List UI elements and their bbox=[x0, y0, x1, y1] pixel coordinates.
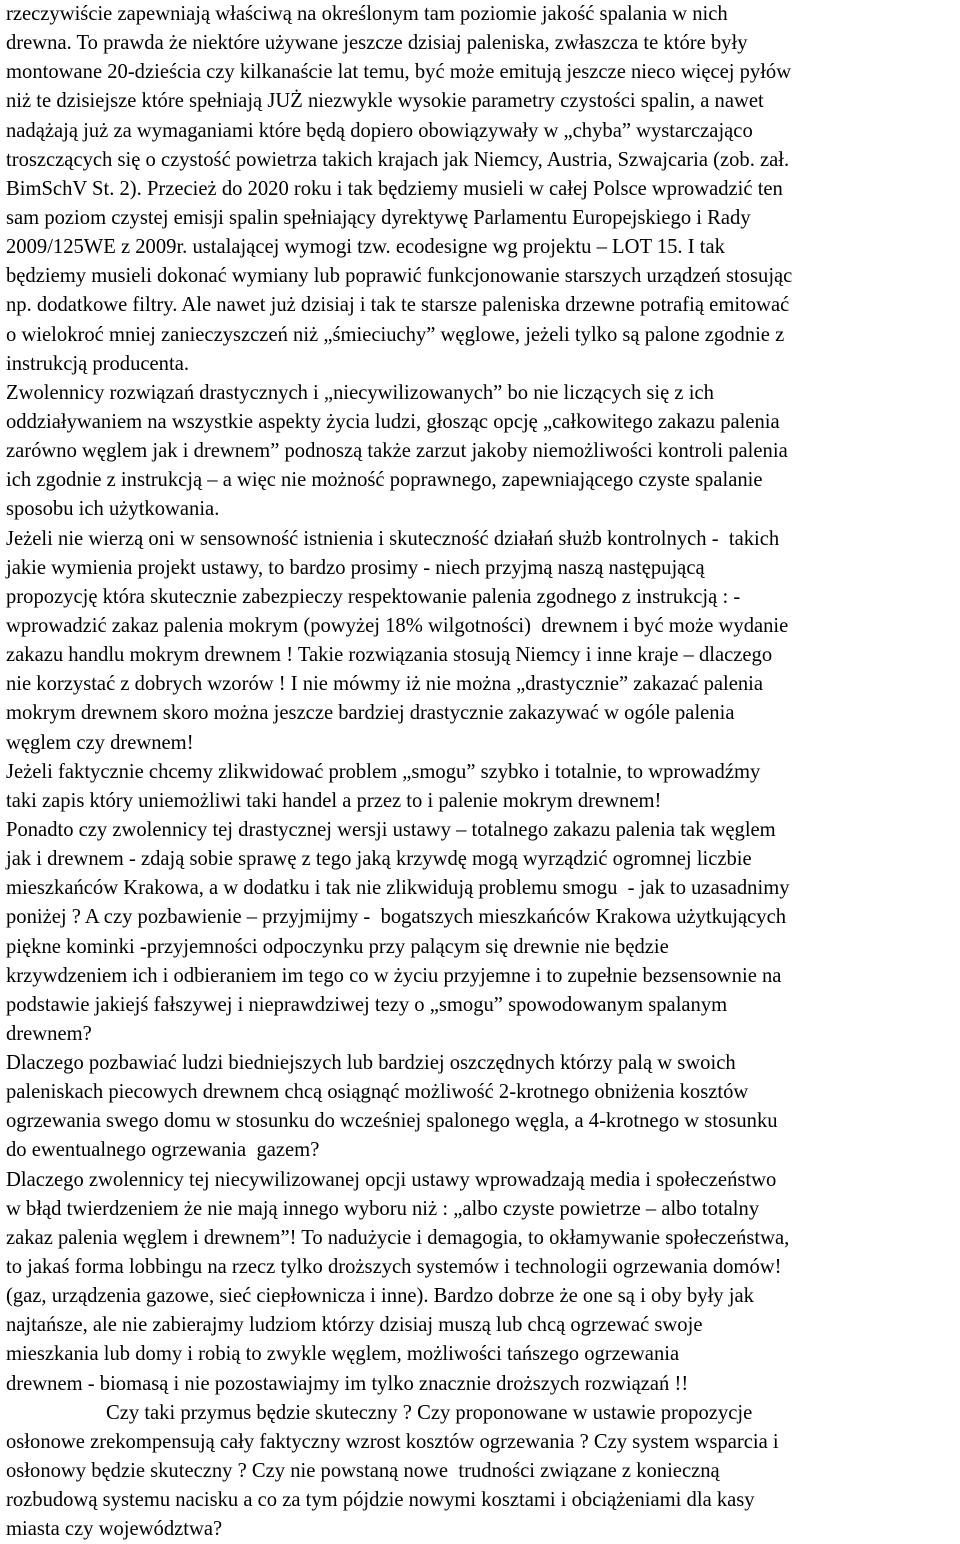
text-line: węglem czy drewnem! bbox=[6, 731, 194, 754]
text-line: jakie wymienia projekt ustawy, to bardzo prosimy - niech przyjmą naszą następującą bbox=[6, 556, 705, 579]
text-line: 2009/125WE z 2009r. ustalającej wymogi tzw. ecodesigne wg projektu – LOT 15. I tak bbox=[6, 236, 725, 259]
text-line: ich zgodnie z instrukcją – a więc nie możność poprawnego, zapewniającego czyste spalanie bbox=[6, 469, 763, 492]
text-line: propozycję która skutecznie zabezpieczy respektowanie palenia zgodnego z instrukcją : - bbox=[6, 585, 741, 608]
text-line: drewna. To prawda że niektóre używane jeszcze dzisiaj paleniska, zwłaszcza te które były bbox=[6, 32, 748, 55]
text-line: zakaz palenia węglem i drewnem”! To nadużycie i demagogia, to okłamywanie społeczeństwa, bbox=[6, 1226, 790, 1249]
text-line: Dlaczego pozbawiać ludzi biedniejszych lub bardziej oszczędnych którzy palą w swoich bbox=[6, 1052, 736, 1075]
text-line: sam poziom czystej emisji spalin spełniający dyrektywę Parlamentu Europejskiego i Rady bbox=[6, 206, 751, 229]
text-line: drewnem? bbox=[6, 1022, 92, 1045]
text-line: miasta czy województwa? bbox=[6, 1518, 223, 1541]
text-line: ogrzewania swego domu w stosunku do wcześniej spalonego węgla, a 4-krotnego w stosunku bbox=[6, 1110, 778, 1133]
text-line: niż te dzisiejsze które spełniają JUŻ niezwykle wysokie parametry czystości spalin, a nawet bbox=[6, 90, 764, 113]
text-line: Jeżeli faktycznie chcemy zlikwidować problem „smogu” szybko i totalnie, to wprowadźmy bbox=[6, 760, 761, 783]
text-line: poniżej ? A czy pozbawienie – przyjmijmy - bogatszych mieszkańców Krakowa użytkujących bbox=[6, 906, 787, 929]
text-line: rozbudową systemu nacisku a co za tym pójdzie nowymi kosztami i obciążeniami dla kasy bbox=[6, 1489, 755, 1512]
text-line: Zwolennicy rozwiązań drastycznych i „niecywilizowanych” bo nie liczących się z ich bbox=[6, 381, 714, 404]
text-line: zarówno węglem jak i drewnem” podnoszą także zarzut jakoby niemożliwości kontroli palenia bbox=[6, 440, 788, 463]
text-line: o wielokroć mniej zanieczyszczeń niż „śmieciuchy” węglowe, jeżeli tylko są palone zgodnie z bbox=[6, 323, 785, 346]
text-line: nie korzystać z dobrych wzorów ! I nie mówmy iż nie można „drastycznie” zakazać palenia bbox=[6, 673, 764, 696]
text-line: najtańsze, ale nie zabierajmy ludziom którzy dzisiaj muszą lub chcą ogrzewać swoje bbox=[6, 1314, 703, 1337]
text-line: do ewentualnego ogrzewania gazem? bbox=[6, 1139, 320, 1162]
text-line: piękne kominki -przyjemności odpoczynku przy palącym się drewnie nie będzie bbox=[6, 935, 669, 958]
text-line: BimSchV St. 2). Przecież do 2020 roku i tak będziemy musieli w całej Polsce wprowadzić ten bbox=[6, 177, 783, 200]
text-line: sposobu ich użytkowania. bbox=[6, 498, 220, 521]
text-line: mieszkania lub domy i robią to zwykle węglem, możliwości tańszego ogrzewania bbox=[6, 1343, 680, 1366]
text-line: troszczących się o czystość powietrza takich krajach jak Niemcy, Austria, Szwajcaria (zob. zał. bbox=[6, 148, 790, 171]
text-line: wprowadzić zakaz palenia mokrym (powyżej 18% wilgotności) drewnem i być może wydanie bbox=[6, 614, 789, 637]
text-line: Ponadto czy zwolennicy tej drastycznej wersji ustawy – totalnego zakazu palenia tak węglem bbox=[6, 818, 776, 841]
text-line: w błąd twierdzeniem że nie mają innego wyboru niż : „albo czyste powietrze – albo totalny bbox=[6, 1197, 760, 1220]
text-line: montowane 20-dzieścia czy kilkanaście lat temu, być może emitują jeszcze nieco więcej pyłów bbox=[6, 61, 792, 84]
text-line: osłonowy będzie skuteczny ? Czy nie powstaną nowe trudności związane z konieczną bbox=[6, 1460, 720, 1483]
text-line: taki zapis który uniemożliwi taki handel a przez to i palenie mokrym drewnem! bbox=[6, 789, 662, 812]
text-line: instrukcją producenta. bbox=[6, 352, 189, 375]
text-line: osłonowe zrekompensują cały faktyczny wzrost kosztów ogrzewania ? Czy system wsparcia i bbox=[6, 1430, 779, 1453]
text-line: to jakaś forma lobbingu na rzecz tylko droższych systemów i technologii ogrzewania domów! bbox=[6, 1256, 782, 1279]
text-line: (gaz, urządzenia gazowe, sieć ciepłownicza i inne). Bardzo dobrze że one są i oby były jak bbox=[6, 1285, 754, 1308]
text-line: mokrym drewnem skoro można jeszcze bardziej drastycznie zakazywać w ogóle palenia bbox=[6, 702, 735, 725]
text-line: Czy taki przymus będzie skuteczny ? Czy proponowane w ustawie propozycje bbox=[106, 1401, 753, 1424]
text-line: Jeżeli nie wierzą oni w sensowność istnienia i skuteczność działań służb kontrolnych - takich bbox=[6, 527, 780, 550]
text-line: nadążają już za wymaganiami które będą dopiero obowiązywały w „chyba” wystarczająco bbox=[6, 119, 753, 142]
text-line: mieszkańców Krakowa, a w dodatku i tak nie zlikwidują problemu smogu - jak to uzasadnimy bbox=[6, 877, 790, 900]
text-line: drewnem - biomasą i nie pozostawiajmy im tylko znacznie droższych rozwiązań !! bbox=[6, 1372, 689, 1395]
text-line: np. dodatkowe filtry. Ale nawet już dzisiaj i tak te starsze paleniska drzewne potrafią emitować bbox=[6, 294, 790, 317]
text-line: paleniskach piecowych drewnem chcą osiągnąć możliwość 2-krotnego obniżenia kosztów bbox=[6, 1081, 749, 1104]
text-line: rzeczywiście zapewniają właściwą na określonym tam poziomie jakość spalania w nich bbox=[6, 3, 728, 25]
text-line: jak i drewnem - zdają sobie sprawę z tego jaką krzywdę mogą wyrządzić ogromnej liczbie bbox=[6, 848, 752, 871]
text-line: krzywdzeniem ich i odbieraniem im tego co w życiu przyjemne i to zupełnie bezsensownie na bbox=[6, 964, 782, 987]
text-line: będziemy musieli dokonać wymiany lub poprawić funkcjonowanie starszych urządzeń stosując bbox=[6, 265, 793, 288]
text-line: zakazu handlu mokrym drewnem ! Takie rozwiązania stosują Niemcy i inne kraje – dlaczego bbox=[6, 644, 773, 667]
text-line: Dlaczego zwolennicy tej niecywilizowanej opcji ustawy wprowadzają media i społeczeństwo bbox=[6, 1168, 777, 1191]
text-line: oddziaływaniem na wszystkie aspekty życia ludzi, głosząc opcję „całkowitego zakazu palenia bbox=[6, 410, 780, 433]
document-page bbox=[6, 0, 956, 1544]
text-line: podstawie jakiejś fałszywej i nieprawdziwej tezy o „smogu” spowodowanym spalanym bbox=[6, 993, 728, 1016]
